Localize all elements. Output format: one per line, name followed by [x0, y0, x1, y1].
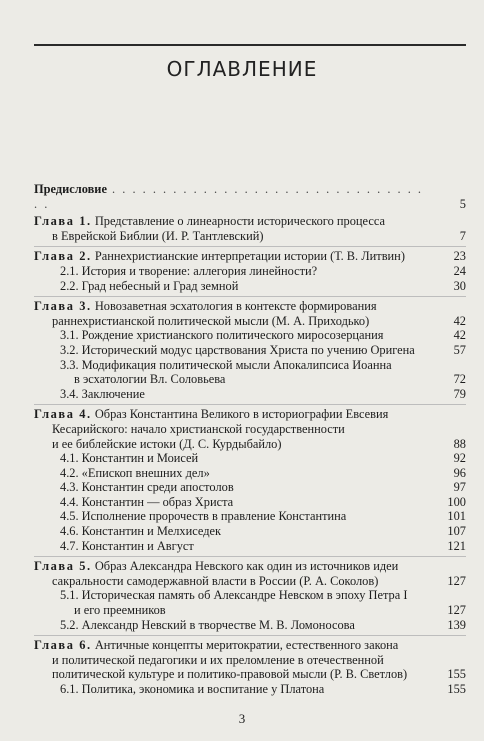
chapter-separator — [34, 556, 466, 557]
toc-page-number: 127 — [447, 603, 466, 618]
section-title: 6.1. Политика, экономика и воспитание у Платона — [60, 682, 325, 696]
top-rule — [34, 44, 466, 46]
toc-section[interactable] — [34, 343, 466, 358]
toc-page-number: 72 — [453, 372, 466, 387]
toc-page-number: 100 — [447, 494, 466, 509]
chapter-title: сакральности самодержавной власти в России (Р. А. Соколов) — [52, 573, 379, 588]
chapter-prefix: Глава 3. — [34, 299, 92, 314]
toc-page-number: 30 — [453, 278, 466, 293]
toc-page-number: 155 — [447, 667, 466, 682]
section-title: 2.1. История и творение: аллегория линейности? — [60, 263, 318, 278]
section-title: в эсхатологии Вл. Соловьева — [74, 372, 226, 387]
page-number: 3 — [238, 711, 246, 726]
section-title: 4.4. Константин — образ Христа — [60, 494, 234, 509]
chapter-separator — [34, 635, 466, 636]
chapter-prefix: Глава 5. — [34, 559, 92, 574]
toc-chapter[interactable] — [34, 299, 466, 328]
chapter-separator — [34, 404, 466, 405]
toc-section[interactable] — [34, 466, 466, 481]
toc-page-number: 92 — [453, 451, 466, 466]
chapter-separator — [34, 296, 466, 297]
chapter-title: Представление о линеарности исторического процесса — [94, 214, 385, 229]
toc-page-number: 101 — [447, 509, 466, 524]
section-title: и его преемников — [74, 603, 166, 618]
toc-section[interactable] — [34, 264, 466, 279]
toc-page-number: 79 — [453, 386, 466, 401]
toc-section[interactable] — [34, 480, 466, 495]
toc-chapter[interactable] — [34, 407, 466, 451]
toc-page-number: 139 — [447, 617, 466, 632]
chapter-title: Образ Константина Великого в историографии Евсевия — [94, 407, 389, 422]
toc-section[interactable] — [34, 495, 466, 510]
chapter-title: раннехристианской политической мысли (М. А. Приходько) — [52, 313, 370, 328]
section-title: 4.6. Константин и Мелхиседек — [60, 524, 222, 539]
toc-chapter[interactable] — [34, 638, 466, 682]
toc-page-number: 107 — [447, 524, 466, 539]
toc-section[interactable] — [34, 328, 466, 343]
toc-page-number: 127 — [447, 573, 466, 588]
toc-page-number: 96 — [453, 465, 466, 480]
chapter-title: в Еврейской Библии (И. Р. Тантлевский) — [52, 228, 264, 243]
section-title: 4.3. Константин среди апостолов — [60, 480, 234, 495]
toc-section[interactable] — [34, 618, 466, 633]
toc-section[interactable] — [34, 279, 466, 294]
toc-section[interactable] — [34, 387, 466, 402]
section-title: 2.2. Град небесный и Град земной — [60, 278, 239, 293]
toc-page-number: 42 — [453, 313, 466, 328]
toc-section[interactable] — [34, 358, 466, 387]
toc-chapter[interactable] — [34, 214, 466, 243]
toc-section[interactable] — [34, 451, 466, 466]
chapter-title: и ее библейские истоки (Д. С. Курдыбайло) — [52, 436, 282, 451]
chapter-title: Образ Александра Невского как один из источников идеи — [94, 559, 399, 574]
section-title: 4.2. «Епископ внешних дел» — [60, 465, 210, 480]
toc-chapter[interactable] — [34, 559, 466, 588]
chapter-title: Раннехристианские интерпретации истории (Т. В. Литвин) — [94, 249, 405, 264]
toc-page-number: 57 — [453, 342, 466, 357]
chapter-prefix: Глава 6. — [34, 638, 92, 653]
chapter-separator — [34, 246, 466, 247]
preface-label: Предисловие — [34, 182, 107, 196]
toc-section[interactable] — [34, 539, 466, 554]
chapter-prefix: Глава 4. — [34, 407, 92, 422]
chapter-title: Античные концепты меритократии, естественного закона — [94, 638, 399, 653]
toc-page-number: 23 — [453, 249, 466, 264]
section-title: 5.2. Александр Невский в творчестве М. В. Ломоносова — [60, 617, 355, 632]
chapter-prefix: Глава 2. — [34, 249, 92, 264]
section-title: 3.3. Модификация политической мысли Апокалипсиса Иоанна — [60, 357, 392, 372]
section-title: 3.4. Заключение — [60, 386, 145, 401]
toc-page-number: 7 — [459, 228, 466, 243]
toc-chapter[interactable] — [34, 249, 466, 264]
section-title: 3.2. Исторический модус царствования Христа по учению Оригена — [60, 342, 415, 357]
toc-section[interactable] — [34, 588, 466, 617]
section-title: 4.5. Исполнение пророчеств в правление Константина — [60, 509, 347, 524]
chapter-title: политической культуре и политико-правовой мысли (Р. В. Светлов) — [52, 667, 408, 682]
section-title: 3.1. Рождение христианского политического миросозерцания — [60, 328, 384, 343]
toc-page-number: 42 — [453, 328, 466, 343]
chapter-title: Кесарийского: начало христианской государственности — [52, 421, 345, 436]
section-title: 5.1. Историческая память об Александре Невском в эпоху Петра I — [60, 588, 408, 603]
toc-page-number: 155 — [447, 682, 466, 696]
chapter-prefix: Глава 1. — [34, 214, 92, 229]
toc-page-number: 97 — [453, 480, 466, 495]
toc-section[interactable] — [34, 682, 466, 697]
toc-section[interactable] — [34, 509, 466, 524]
chapter-title: и политической педагогики и их преломление в отечественной — [52, 652, 384, 667]
table-of-contents — [34, 182, 466, 697]
toc-page-number: 121 — [447, 538, 466, 553]
toc-page-number: 88 — [453, 436, 466, 451]
page-title: ОГЛАВЛЕНИЕ — [166, 57, 318, 81]
section-title: 4.1. Константин и Моисей — [60, 451, 199, 466]
section-title: 4.7. Константин и Август — [60, 538, 194, 553]
toc-preface[interactable]: Предисловие . . . . . . . . . . . . . . . . . . . . . . . . . . . . . . . . . 5 — [34, 182, 466, 211]
chapter-title: Новозаветная эсхатология в контексте формирования — [94, 299, 377, 314]
toc-section[interactable] — [34, 524, 466, 539]
chapter-list — [34, 214, 466, 696]
toc-page-number: 5 — [459, 196, 466, 211]
toc-page-number: 24 — [453, 263, 466, 278]
